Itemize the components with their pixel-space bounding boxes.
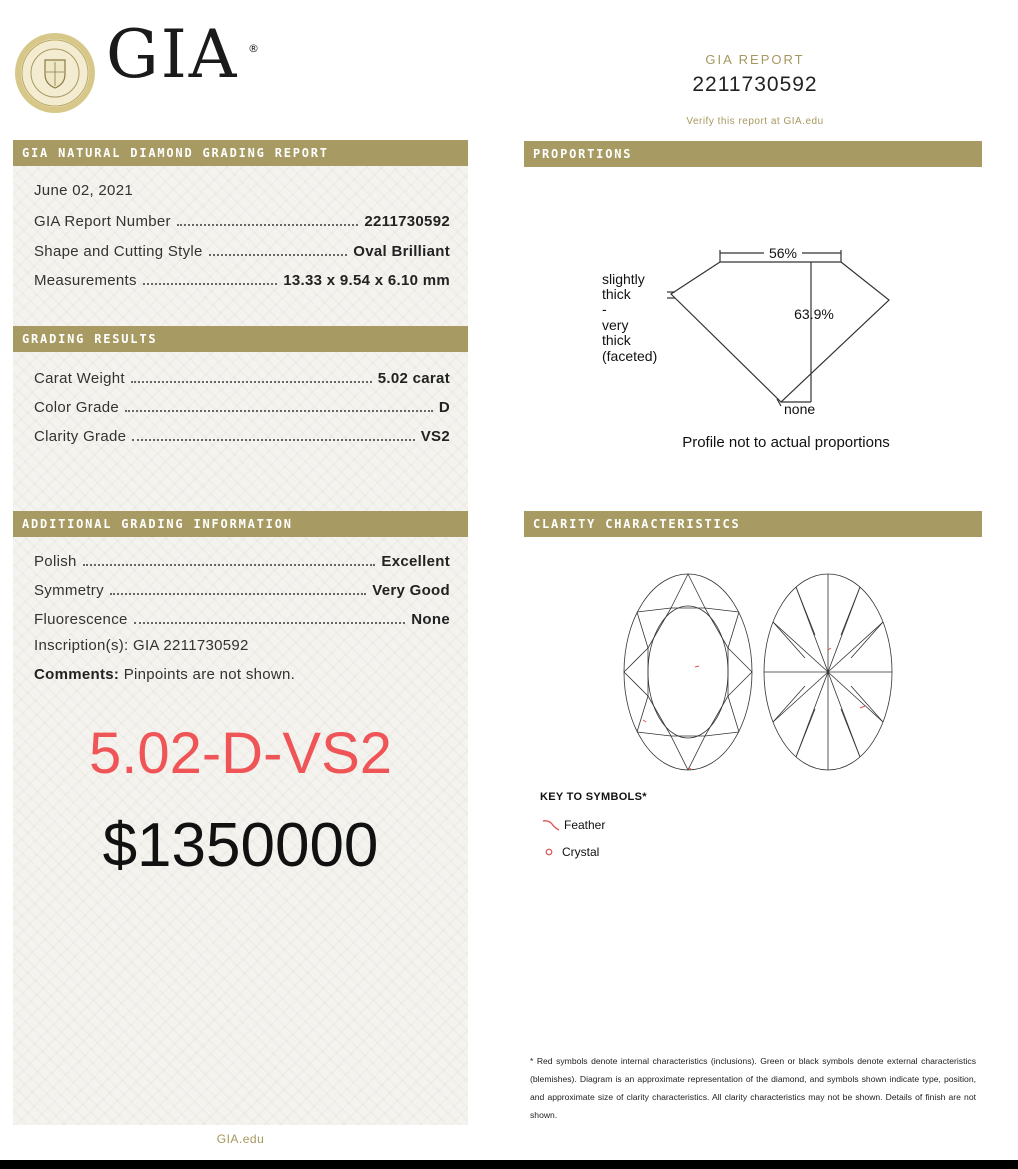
section-title-additional: ADDITIONAL GRADING INFORMATION xyxy=(13,511,468,537)
grading-report-panel xyxy=(13,140,468,1125)
color-row xyxy=(34,396,450,416)
bottom-bar xyxy=(0,1160,1018,1169)
crown-view xyxy=(624,574,752,770)
footnote: * Red symbols denote internal characteristics (inclusions). Green or black symbols denote external characteristics (blemishes). Diagram is an approximate representation of the diamond, and symbols shown indicate type, position, and approximate size of clarity characteristics. All clarity characteristics may not be shown. Details of finish are not shown. xyxy=(530,1056,976,1120)
shape-label: Shape and Cutting Style xyxy=(34,243,203,260)
report-number-label: GIA Report Number xyxy=(34,213,171,230)
inscription-label: Inscription(s): xyxy=(34,637,129,654)
registered-mark: ® xyxy=(248,42,259,55)
symmetry-label: Symmetry xyxy=(34,582,104,599)
key-crystal xyxy=(542,845,599,859)
fluorescence-value: None xyxy=(411,611,450,628)
comments-line xyxy=(34,666,295,683)
proportions-diagram xyxy=(524,170,982,470)
key-feather-label: Feather xyxy=(564,818,606,832)
key-feather xyxy=(542,818,605,832)
girdle-text-4: very xyxy=(602,317,629,333)
polish-row xyxy=(34,550,450,570)
color-value: D xyxy=(438,399,450,416)
key-crystal-label: Crystal xyxy=(562,845,600,859)
section-title-report: GIA NATURAL DIAMOND GRADING REPORT xyxy=(13,140,468,166)
color-label: Color Grade xyxy=(34,399,120,416)
clarity-label: Clarity Grade xyxy=(34,428,127,445)
profile-note: Profile not to actual proportions xyxy=(682,434,890,451)
comments-label: Comments: xyxy=(34,666,120,683)
section-title-grading: GRADING RESULTS xyxy=(13,326,468,352)
culet-label: none xyxy=(784,401,816,417)
fluorescence-label: Fluorescence xyxy=(34,611,128,628)
fluorescence-row xyxy=(34,608,450,628)
gia-seal-logo xyxy=(14,32,96,114)
footer-site[interactable]: GIA.edu xyxy=(216,1132,265,1146)
promo-price: $1350000 xyxy=(102,811,379,880)
girdle-text-6: (faceted) xyxy=(602,348,658,364)
girdle-text-2: thick xyxy=(602,286,631,302)
section-title-clarity: CLARITY CHARACTERISTICS xyxy=(524,511,982,537)
measurements-label: Measurements xyxy=(34,272,137,289)
girdle-text-3: - xyxy=(602,301,607,317)
symmetry-value: Very Good xyxy=(372,582,450,599)
carat-row xyxy=(34,367,450,387)
carat-label: Carat Weight xyxy=(34,370,125,387)
girdle-text-1: slightly xyxy=(602,271,645,287)
pavilion-view xyxy=(764,574,892,770)
table-percentage: 56% xyxy=(768,245,798,261)
depth-percentage: 63.9% xyxy=(794,306,834,322)
clarity-value: VS2 xyxy=(420,428,450,445)
crystal-icon xyxy=(542,846,558,858)
report-number: 2211730592 xyxy=(692,73,818,96)
feather-icon xyxy=(542,819,560,831)
polish-value: Excellent xyxy=(381,553,450,570)
symmetry-row xyxy=(34,579,450,599)
report-number-value: 2211730592 xyxy=(364,213,450,230)
inscription-line xyxy=(34,637,249,654)
report-label: GIA REPORT xyxy=(705,52,805,67)
section-title-proportions: PROPORTIONS xyxy=(524,141,982,167)
promo-grade: 5.02-D-VS2 xyxy=(88,721,393,786)
shape-value: Oval Brilliant xyxy=(353,243,450,260)
clarity-row xyxy=(34,425,450,445)
report-number-row xyxy=(34,210,450,230)
measurements-row xyxy=(34,269,450,289)
comments-value: Pinpoints are not shown. xyxy=(123,666,296,683)
inscription-value: GIA 2211730592 xyxy=(133,637,249,654)
clarity-plot-diagram xyxy=(615,570,905,775)
inclusion-marks xyxy=(643,648,865,769)
shape-row xyxy=(34,240,450,260)
verify-link[interactable]: Verify this report at GIA.edu xyxy=(686,116,824,127)
report-date: June 02, 2021 xyxy=(34,182,133,199)
measurements-value: 13.33 x 9.54 x 6.10 mm xyxy=(283,272,450,289)
polish-label: Polish xyxy=(34,553,77,570)
gia-wordmark: GIA xyxy=(106,16,239,93)
girdle-text-5: thick xyxy=(602,332,631,348)
key-title: KEY TO SYMBOLS* xyxy=(540,791,647,803)
carat-value: 5.02 carat xyxy=(377,370,450,387)
